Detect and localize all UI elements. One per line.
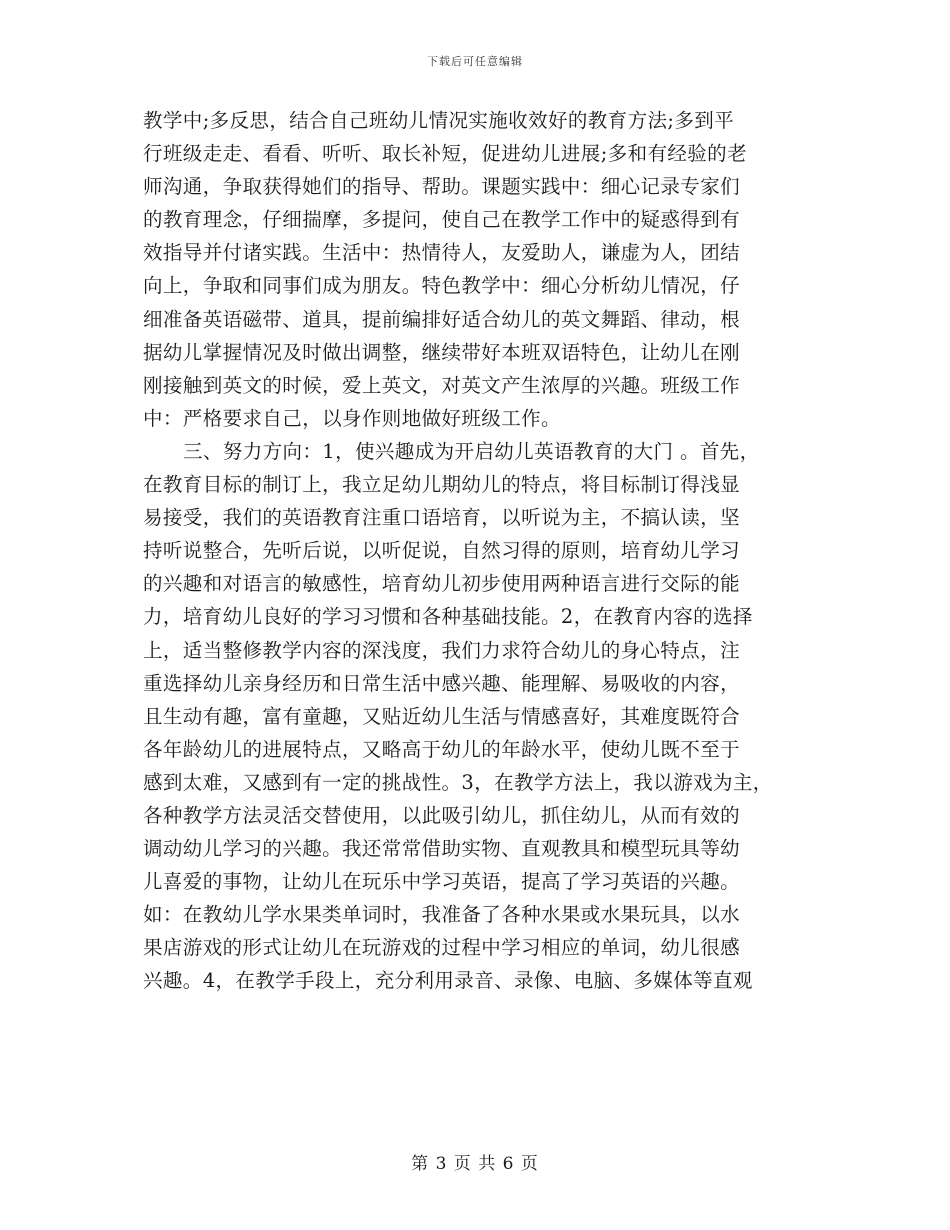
text-line: 的兴趣和对语言的敏感性，培育幼儿初步使用两种语言进行交际的能: [143, 572, 741, 596]
text-line: 教学中;多反思，结合自己班幼儿情况实施收效好的教育方法;多到平: [143, 109, 735, 132]
text-line: 果店游戏的形式让幼儿在玩游戏的过程中学习相应的单词，幼儿很感: [143, 936, 741, 960]
text-line: 向上，争取和同事们成为朋友。特色教学中：细心分析幼儿情况，仔: [143, 274, 741, 298]
text-line: 师沟通，争取获得她们的指导、帮助。课题实践中：细心记录专家们: [143, 175, 741, 199]
text-line: 效指导并付诸实践。生活中：热情待人，友爱助人，谦虚为人，团结: [143, 241, 741, 265]
text-line: 在教育目标的制订上，我立足幼儿期幼儿的特点，将目标制订得浅显: [143, 473, 741, 497]
text-line: 上，适当整修教学内容的深浅度，我们力求符合幼儿的身心特点，注: [143, 638, 741, 662]
page-header: 下载后可任意编辑: [427, 55, 523, 68]
text-line: 刚接触到英文的时候，爱上英文，对英文产生浓厚的兴趣。班级工作: [143, 373, 741, 397]
text-line: 调动幼儿学习的兴趣。我还常常借助实物、直观教具和模型玩具等幼: [143, 837, 741, 861]
text-line: 且生动有趣，富有童趣，又贴近幼儿生活与情感喜好，其难度既符合: [143, 704, 741, 728]
text-line: 中：严格要求自己，以身作则地做好班级工作。: [143, 406, 561, 430]
text-line: 据幼儿掌握情况及时做出调整，继续带好本班双语特色，让幼儿在刚: [143, 340, 741, 364]
text-line: 儿喜爱的事物，让幼儿在玩乐中学习英语，提高了学习英语的兴趣。: [143, 870, 741, 894]
text-line: 行班级走走、看看、听听、取长补短，促进幼儿进展;多和有经验的老: [143, 142, 747, 166]
text-line: 力，培育幼儿良好的学习习惯和各种基础技能。2，在教育内容的选择: [143, 605, 753, 629]
text-line: 兴趣。4，在教学手段上，充分利用录音、录像、电脑、多媒体等直观: [143, 969, 753, 993]
text-line: 各年龄幼儿的进展特点，又略高于幼儿的年龄水平，使幼儿既不至于: [143, 737, 741, 761]
text-line: 重选择幼儿亲身经历和日常生活中感兴趣、能理解、易吸收的内容，: [143, 671, 741, 695]
text-line: 持听说整合，先听后说，以听促说，自然习得的原则，培育幼儿学习: [143, 539, 741, 563]
text-line: 易接受，我们的英语教育注重口语培育，以听说为主，不搞认读，坚: [143, 506, 741, 530]
paragraph-start-line: 三、努力方向：1，使兴趣成为开启幼儿英语教育的大门 。首先，: [183, 439, 760, 463]
text-line: 如：在教幼儿学水果类单词时，我准备了各种水果或水果玩具，以水: [143, 903, 741, 927]
text-line: 感到太难，又感到有一定的挑战性。3，在教学方法上，我以游戏为主，: [143, 770, 773, 794]
page-number: 第 3 页 共 6 页: [411, 1154, 539, 1174]
text-line: 细准备英语磁带、道具，提前编排好适合幼儿的英文舞蹈、律动，根: [143, 307, 741, 331]
text-line: 的教育理念，仔细揣摩，多提问，使自己在教学工作中的疑惑得到有: [143, 208, 741, 232]
text-line: 各种教学方法灵活交替使用，以此吸引幼儿，抓住幼儿，从而有效的: [143, 803, 741, 827]
document-body: [143, 104, 823, 998]
